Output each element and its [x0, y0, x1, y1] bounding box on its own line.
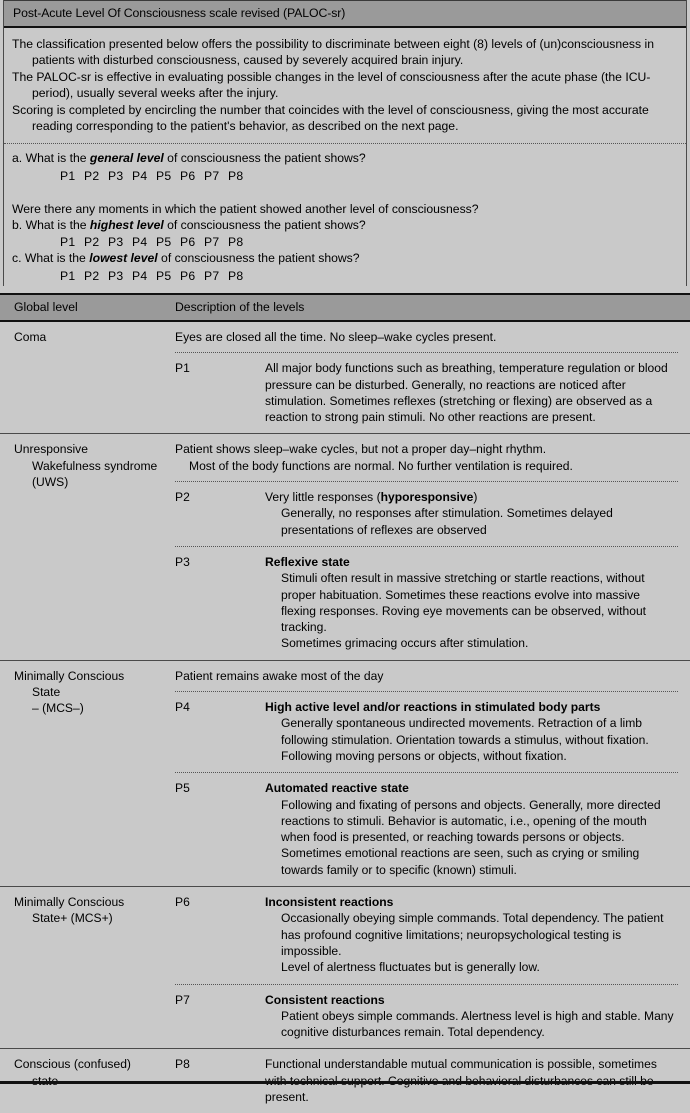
- level-heading: High active level and/or reactions in stimulated body parts: [265, 700, 601, 715]
- section-lead-text: [175, 661, 678, 691]
- global-level-text: [14, 668, 169, 717]
- global-level-line: Coma: [14, 330, 47, 344]
- question-a-pre: What is the: [25, 151, 90, 166]
- level-code: P7: [175, 992, 190, 1007]
- level-body: Stimuli often result in massive stretching or startle reactions, without proper habituation. Sometimes these reactions evolve into massive flexing responses. Roving eye movements can be observed, without tracking.: [281, 571, 647, 635]
- level-code: P1: [175, 361, 190, 376]
- bottom-rule: [0, 1081, 690, 1084]
- question-a: [12, 150, 678, 166]
- level-code: P2: [175, 490, 190, 505]
- question-b-post: of consciousness the patient shows?: [163, 218, 366, 233]
- question-b-pre: What is the: [25, 218, 90, 233]
- global-level-line: state: [32, 1073, 59, 1088]
- description-cell: [175, 322, 690, 433]
- question-spacer: [12, 184, 678, 199]
- level-row: [175, 352, 678, 433]
- level-heading: Automated reactive state: [265, 781, 409, 796]
- level-heading: Consistent reactions: [265, 992, 385, 1007]
- question-a-letter: a.: [12, 151, 23, 166]
- global-level-cell: [0, 887, 175, 1048]
- section-lead-line: Eyes are closed all the time. No sleep–wake cycles present.: [175, 330, 497, 344]
- question-b-letter: b.: [12, 218, 23, 233]
- level-heading-emphasis: hyporesponsive: [380, 490, 474, 505]
- level-code: P8: [175, 1057, 190, 1072]
- table-header-row: [0, 293, 690, 322]
- scale-option[interactable]: P2: [84, 268, 100, 283]
- level-description: [265, 554, 678, 652]
- global-level-line: State+ (MCS+): [32, 911, 113, 926]
- scale-option[interactable]: P6: [180, 168, 196, 183]
- scale-option[interactable]: P3: [108, 168, 124, 183]
- scale-option[interactable]: P1: [60, 168, 76, 183]
- question-prompt: Were there any moments in which the patient showed another level of consciousness?: [12, 201, 479, 216]
- intro-paragraph: Scoring is completed by encircling the number that coincides with the level of consciousness, giving the most accurate reading corresponding to the patient's behavior, as described on the next page.: [12, 102, 649, 134]
- level-heading: [265, 489, 678, 505]
- scale-option[interactable]: P2: [84, 168, 100, 183]
- levels-table: [0, 293, 690, 1113]
- scale-option[interactable]: P3: [108, 235, 124, 250]
- level-description: [265, 894, 678, 975]
- scale-option[interactable]: P6: [180, 235, 196, 250]
- scale-option[interactable]: P7: [204, 268, 220, 283]
- intro-paragraph: The PALOC-sr is effective in evaluating possible changes in the level of consciousness after the acute phase (the ICU-period), usually several weeks after the injury.: [12, 69, 651, 101]
- scale-options-c[interactable]: [12, 268, 678, 284]
- level-heading: Reflexive state: [265, 554, 350, 569]
- global-level-line: State: [32, 685, 61, 700]
- intro-text: [4, 28, 686, 138]
- scale-option[interactable]: P1: [60, 235, 76, 250]
- question-c-letter: c.: [12, 251, 22, 266]
- global-level-line: Unresponsive: [14, 442, 88, 457]
- description-cell: [175, 887, 690, 1048]
- scale-options-b[interactable]: [12, 234, 678, 250]
- scale-option[interactable]: P7: [204, 168, 220, 183]
- question-a-post: of consciousness the patient shows?: [163, 151, 366, 166]
- scale-option[interactable]: P4: [132, 168, 148, 183]
- intro-panel: [3, 0, 687, 286]
- global-level-text: [14, 329, 169, 345]
- level-description: [265, 780, 678, 878]
- section-lead-line: Patient shows sleep–wake cycles, but not a proper day–night rhythm.: [175, 442, 547, 457]
- section-lead-text: [175, 322, 678, 352]
- section-lead-line: Patient remains awake most of the day: [175, 668, 384, 683]
- level-body-extra: Following moving persons or objects, without fixation.: [281, 748, 567, 763]
- global-level-line: Wakefulness syndrome: [32, 458, 158, 473]
- question-c-emphasis: lowest level: [89, 251, 158, 266]
- level-body-extra: Sometimes emotional reactions are seen, such as crying or smiling towards family or to specific (known) stimuli.: [281, 846, 640, 877]
- level-heading-prefix: Very little responses (: [265, 490, 381, 505]
- header-global-level: Global level: [14, 300, 78, 314]
- level-code: P3: [175, 554, 190, 569]
- global-level-text: [14, 894, 169, 927]
- global-level-line: Conscious (confused): [14, 1057, 131, 1072]
- question-b-emphasis: highest level: [89, 218, 164, 233]
- scale-option[interactable]: P5: [156, 268, 172, 283]
- question-c-post: of consciousness the patient shows?: [157, 251, 360, 266]
- level-body: Patient obeys simple commands. Alertness level is high and stable. Many cognitive disturbances remain. Total dependency.: [281, 1008, 674, 1040]
- section-lead-line: Most of the body functions are normal. No further ventilation is required.: [189, 458, 573, 473]
- level-heading: Inconsistent reactions: [265, 895, 394, 910]
- table-section: [0, 322, 690, 434]
- scale-option[interactable]: P8: [228, 235, 244, 250]
- global-level-cell: [0, 322, 175, 433]
- table-section: [0, 887, 690, 1049]
- description-cell: [175, 661, 690, 886]
- scale-option[interactable]: P7: [204, 235, 220, 250]
- scale-option[interactable]: P5: [156, 168, 172, 183]
- level-description: [265, 992, 678, 1041]
- scale-option[interactable]: P4: [132, 268, 148, 283]
- question-a-emphasis: general level: [89, 151, 164, 166]
- level-body: Generally spontaneous undirected movements. Retraction of a limb following stimulation. Orientation towards a stimulus, without fixation.: [281, 716, 649, 747]
- scale-option[interactable]: P8: [228, 168, 244, 183]
- table-section: [0, 434, 690, 660]
- level-code: P4: [175, 700, 190, 715]
- level-description: [265, 699, 678, 764]
- global-level-line: Minimally Conscious: [14, 668, 125, 683]
- global-level-cell: [0, 434, 175, 659]
- global-level-text: [14, 441, 169, 490]
- global-level-text: [14, 1056, 169, 1089]
- level-body-extra: Sometimes grimacing occurs after stimulation.: [281, 636, 529, 651]
- level-body: Occasionally obeying simple commands. Total dependency. The patient has profound cognitive limitations; neuropsychological testing is impossible.: [281, 911, 664, 958]
- scale-option[interactable]: P3: [108, 268, 124, 283]
- global-level-cell: [0, 661, 175, 886]
- level-row: [175, 772, 678, 886]
- level-row: [175, 481, 678, 546]
- level-code: P6: [175, 895, 190, 910]
- global-level-line: – (MCS–): [32, 701, 84, 716]
- description-cell: [175, 434, 690, 659]
- level-body: Functional understandable mutual communication is possible, sometimes with technical support. Cognitive and behavioral disturbances can still be present.: [265, 1057, 657, 1104]
- table-section: [0, 661, 690, 887]
- scale-option[interactable]: P4: [132, 235, 148, 250]
- question-c-pre: What is the: [24, 251, 90, 266]
- question-b: [12, 217, 678, 233]
- level-code: P5: [175, 781, 190, 796]
- level-body: Following and fixating of persons and objects. Generally, more directed reactions to stimuli. Behavior is automatic, i.e., opening of the mouth when food is presented, or reaching towards persons or objects.: [281, 797, 661, 845]
- scale-option[interactable]: P6: [180, 268, 196, 283]
- document-title: Post-Acute Level Of Consciousness scale revised (PALOC-sr): [4, 0, 686, 28]
- scale-option[interactable]: P1: [60, 268, 76, 283]
- scale-option[interactable]: P8: [228, 268, 244, 283]
- section-lead-text: [175, 434, 678, 481]
- level-body: Generally, no responses after stimulation. Sometimes delayed presentations of reflexes are observed: [281, 506, 613, 537]
- level-description: [265, 489, 678, 538]
- header-description: Description of the levels: [175, 300, 305, 314]
- level-body-extra: Level of alertness fluctuates but is generally low.: [281, 960, 540, 975]
- question-c: [12, 250, 678, 266]
- level-row: [175, 691, 678, 772]
- level-row: [175, 546, 678, 660]
- level-row: [175, 887, 678, 983]
- scale-option[interactable]: P2: [84, 235, 100, 250]
- intro-paragraph: The classification presented below offers the possibility to discriminate between eight (8) levels of (un)consciousness in patients with disturbed consciousness, caused by severely acquired brain injury.: [12, 37, 654, 68]
- scale-option[interactable]: P5: [156, 235, 172, 250]
- level-body: All major body functions such as breathing, temperature regulation or blood pressure can be disturbed. Generally, no reactions are noticed after stimulation. Sometimes reflexes (stretching or flexing) are observed as a reaction to strong pain stimuli. No other reactions are present.: [265, 361, 668, 425]
- questions-block: [4, 144, 686, 285]
- global-level-line: (UWS): [32, 475, 69, 490]
- global-level-line: Minimally Conscious: [14, 895, 125, 910]
- level-row: [175, 984, 678, 1049]
- level-heading-suffix: ): [473, 490, 478, 505]
- scale-options-a[interactable]: [12, 168, 678, 184]
- table-sections: [0, 322, 690, 1113]
- level-description: [265, 360, 678, 425]
